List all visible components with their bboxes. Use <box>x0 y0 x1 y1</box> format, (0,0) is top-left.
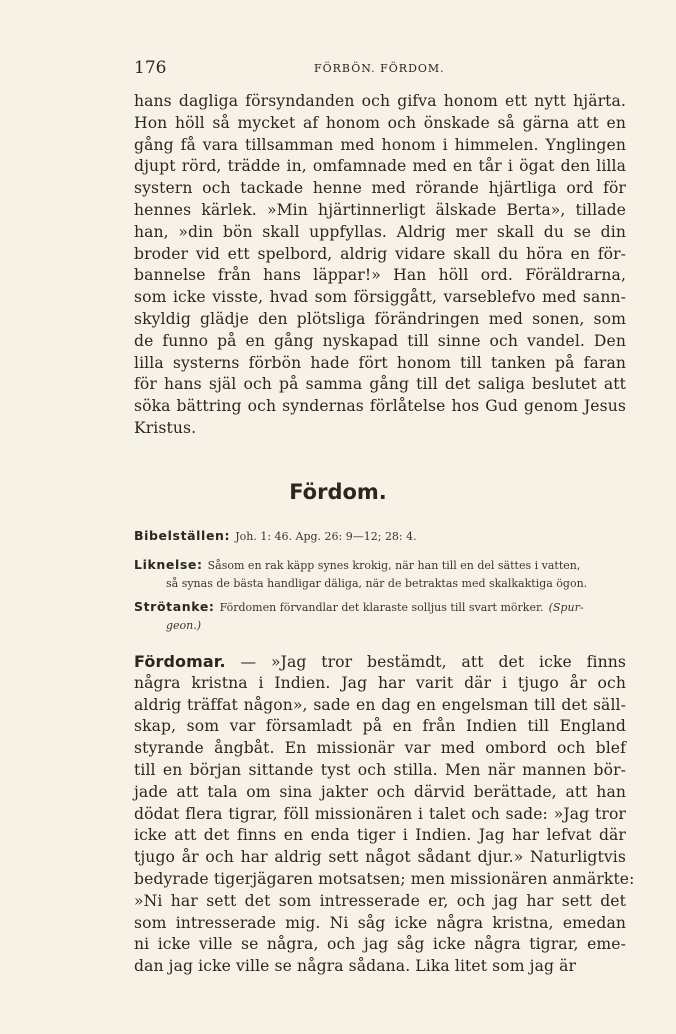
text-line: systern och tackade henne med rörande hjärtliga ord för <box>134 179 626 198</box>
section-forbon-text <box>134 91 626 440</box>
text-line: som intresserade mig. Ni såg icke några kristna, emedan <box>134 913 626 932</box>
text-line: bedyrade tigerjägaren motsatsen; men missionären anmärkte: <box>134 869 635 888</box>
text-line: djupt rörd, trädde in, omfamnade med en tår i ögat den lilla <box>134 157 626 176</box>
text-line: hennes kärlek. »Min hjärtinnerligt älskade Berta», tillade <box>134 200 626 219</box>
text-line: icke att det finns en enda tiger i Indien. Jag har lefvat där <box>134 826 626 845</box>
text-line: tjugo år och har aldrig sett något sådant djur.» Naturligtvis <box>134 848 626 867</box>
bibelstallen-text: Joh. 1: 46. Apg. 26: 9—12; 28: 4. <box>235 530 417 543</box>
section-title: Fördom. <box>289 480 387 504</box>
text-line-first <box>134 651 626 673</box>
text-line: skap, som var församladt på en från Indien till England <box>134 717 626 736</box>
text-line: han, »din bön skall uppfyllas. Aldrig mer skall du se din <box>134 222 626 241</box>
text-line: gång få vara tillsamman med honom i himmelen. Ynglingen <box>134 135 626 154</box>
page-header <box>134 58 624 82</box>
page-number: 176 <box>134 58 167 78</box>
text-line: skyldig glädje den plötsliga förändringen med sonen, som <box>134 309 626 328</box>
section-fordom-text <box>134 651 635 978</box>
liknelse-text-line1: Såsom en rak käpp synes krokig, när han till en del sättes i vatten, <box>207 559 581 572</box>
first-line-rest: — »Jag tror bestämdt, att det icke finns <box>240 653 626 671</box>
text-line: ni icke ville se några, och jag såg icke några tigrar, eme- <box>134 935 626 954</box>
text-line: Hon höll så mycket af honom och önskade så gärna att en <box>134 113 626 132</box>
text-line: Kristus. <box>134 418 197 437</box>
text-line: några kristna i Indien. Jag har varit där i tjugo år och <box>134 673 626 692</box>
liknelse-entry <box>134 554 628 590</box>
strotanke-label: Strötanke: <box>134 599 215 614</box>
text-line: aldrig träffat någon», sade en dag en engelsman till det säll- <box>134 695 626 714</box>
fordomar-lead-word: Fördomar. <box>134 652 226 671</box>
text-line: de funno på en gång nyskapad till sinne och vandel. Den <box>134 331 626 350</box>
strotanke-author-part1: (Spur- <box>548 601 584 614</box>
text-line: till en början sittande tyst och stilla. Men när mannen bör- <box>134 760 626 779</box>
strotanke-text: Fördomen förvandlar det klaraste solljus till svart mörker. <box>219 601 544 614</box>
text-line: jade att tala om sina jakter och därvid berättade, att han <box>134 782 626 801</box>
text-line: »Ni har sett det som intresserade er, och jag har sett det <box>134 891 626 910</box>
text-line: styrande ångbåt. En missionär var med ombord och blef <box>134 739 626 758</box>
strotanke-author-line2 <box>134 619 628 632</box>
liknelse-text-line2: så synas de bästa handligar däliga, när de betraktas med skalkaktiga ögon. <box>166 577 588 590</box>
text-line: dödat flera tigrar, föll missionären i talet och sade: »Jag tror <box>134 804 626 823</box>
text-line: lilla systerns förbön hade fört honom till tanken på faran <box>134 353 626 372</box>
strotanke-author-part2: geon.) <box>166 619 202 632</box>
bibelstallen-label: Bibelställen: <box>134 528 231 543</box>
text-line: söka bättring och syndernas förlåtelse hos Gud genom Jesus <box>134 397 626 416</box>
text-line: som icke visste, hvad som försiggått, varseblefvo med sann- <box>134 288 626 307</box>
text-line: bannelse från hans läppar!» Han höll ord. Föräldrarna, <box>134 266 626 285</box>
text-line: för hans själ och på samma gång till det saliga beslutet att <box>134 375 626 394</box>
running-head: FÖRBÖN. FÖRDOM. <box>314 62 445 75</box>
text-line: hans dagliga försyndanden och gifva honom ett nytt hjärta. <box>134 92 626 110</box>
liknelse-label: Liknelse: <box>134 557 203 572</box>
bibelstallen-entry <box>134 525 628 544</box>
text-line: broder vid ett spelbord, aldrig vidare skall du höra en för- <box>134 244 626 263</box>
text-line: dan jag icke ville se några sådana. Lika litet som jag är <box>134 957 577 976</box>
strotanke-entry <box>134 596 628 632</box>
